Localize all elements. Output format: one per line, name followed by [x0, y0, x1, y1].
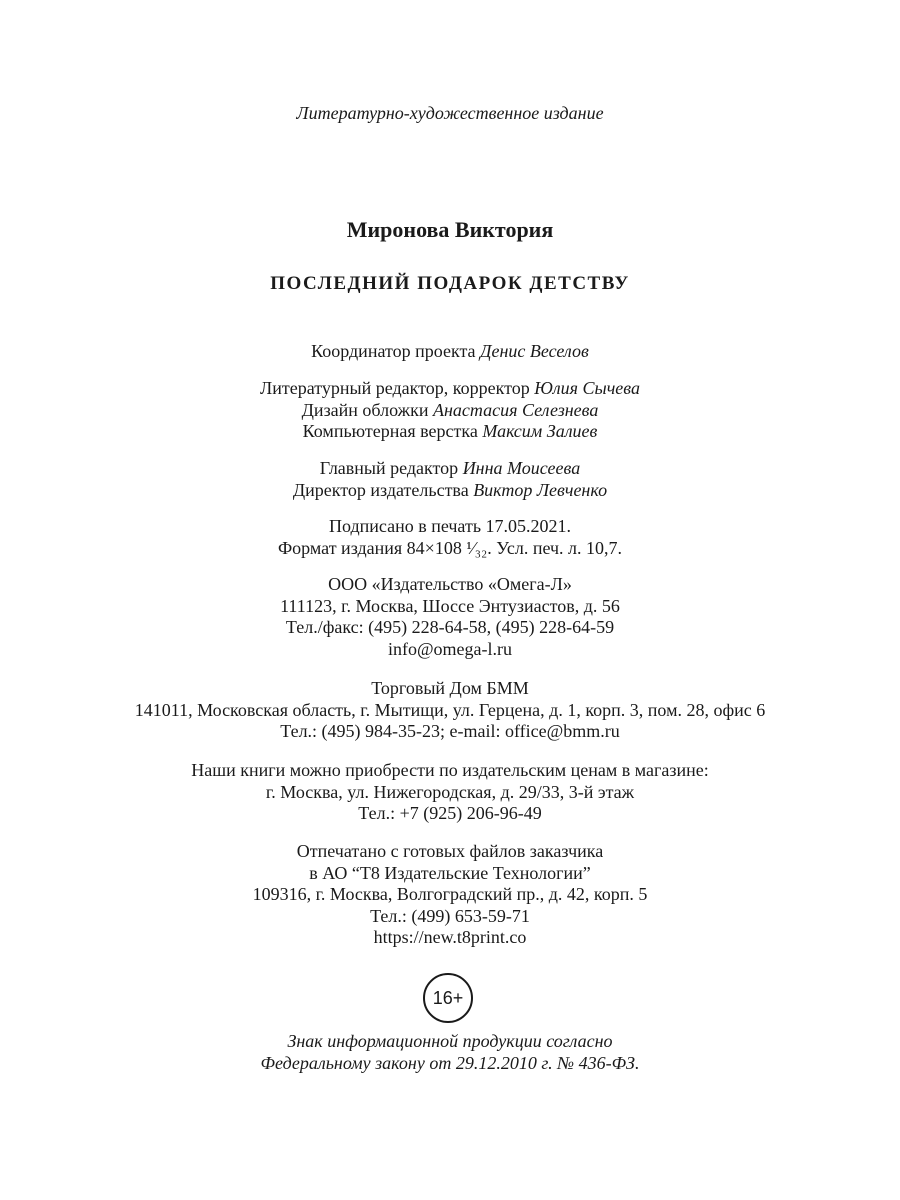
trade-house-info [0, 678, 900, 743]
credit-role: Литературный редактор, корректор [260, 378, 530, 398]
credit-name: Максим Залиев [482, 421, 598, 441]
credit-name: Инна Моисеева [462, 458, 581, 478]
age-rating-notice [0, 1030, 900, 1074]
credits-management [0, 458, 900, 501]
credit-name: Денис Веселов [480, 341, 589, 361]
trade-house-name: Торговый Дом БММ [371, 678, 529, 698]
store-intro: Наши книги можно приобрести по издательским ценам в магазине: [191, 760, 709, 780]
printer-name: в АО “Т8 Издательские Технологии” [309, 862, 591, 883]
credit-role: Директор издательства [292, 479, 469, 500]
trade-house-contacts: Тел.: (495) 984-35-23; e-mail: office@bmm.ru [280, 721, 620, 741]
age-rating-badge [423, 973, 473, 1023]
print-format: Формат издания 84×108 ¹⁄₃₂. Усл. печ. л. 10,7. [277, 537, 623, 558]
store-address: г. Москва, ул. Нижегородская, д. 29/33, 3-й этаж [265, 781, 635, 802]
credit-line [0, 458, 900, 480]
printer-address: 109316, г. Москва, Волгоградский пр., д. 42, корп. 5 [252, 884, 648, 904]
age-rating-label: 16+ [432, 987, 464, 1008]
credit-line [0, 378, 900, 400]
edition-type: Литературно-художественное издание [296, 103, 604, 123]
publisher-email: info@omega-l.ru [387, 638, 513, 659]
printer-website: https://new.t8print.co [373, 927, 527, 947]
printer-info [0, 841, 900, 949]
store-info [0, 760, 900, 825]
credit-role: Дизайн обложки [301, 399, 429, 420]
credits-coordinator [0, 341, 900, 363]
credit-line [0, 400, 900, 422]
publisher-info [0, 574, 900, 660]
publisher-name: ООО «Издательство «Омега-Л» [328, 574, 572, 594]
notice-line: Федеральному закону от 29.12.2010 г. № 436-ФЗ. [260, 1053, 640, 1073]
printer-phone: Тел.: (499) 653-59-71 [370, 905, 530, 926]
credit-name: Анастасия Селезнева [433, 399, 599, 420]
credit-name: Юлия Сычева [534, 378, 640, 398]
credits-editorial [0, 378, 900, 443]
printer-note: Отпечатано с готовых файлов заказчика [296, 841, 604, 861]
notice-line: Знак информационной продукции согласно [287, 1031, 613, 1051]
credit-line [0, 341, 900, 363]
print-date: Подписано в печать 17.05.2021. [328, 516, 572, 536]
credit-role: Компьютерная верстка [302, 421, 478, 441]
credit-role: Главный редактор [319, 458, 459, 478]
book-title: ПОСЛЕДНИЙ ПОДАРОК ДЕТСТВУ [270, 273, 630, 294]
credit-line [0, 480, 900, 502]
author-name: Миронова Виктория [346, 217, 554, 242]
publisher-address: 111123, г. Москва, Шоссе Энтузиастов, д. 56 [280, 595, 620, 616]
print-info [0, 516, 900, 559]
credit-name: Виктор Левченко [473, 479, 608, 500]
store-phone: Тел.: +7 (925) 206-96-49 [358, 803, 542, 823]
publisher-phone: Тел./факс: (495) 228-64-58, (495) 228-64-59 [285, 617, 615, 637]
credit-role: Координатор проекта [311, 341, 476, 361]
credit-line [0, 421, 900, 443]
trade-house-address: 141011, Московская область, г. Мытищи, ул. Герцена, д. 1, корп. 3, пом. 28, офис 6 [134, 699, 766, 720]
